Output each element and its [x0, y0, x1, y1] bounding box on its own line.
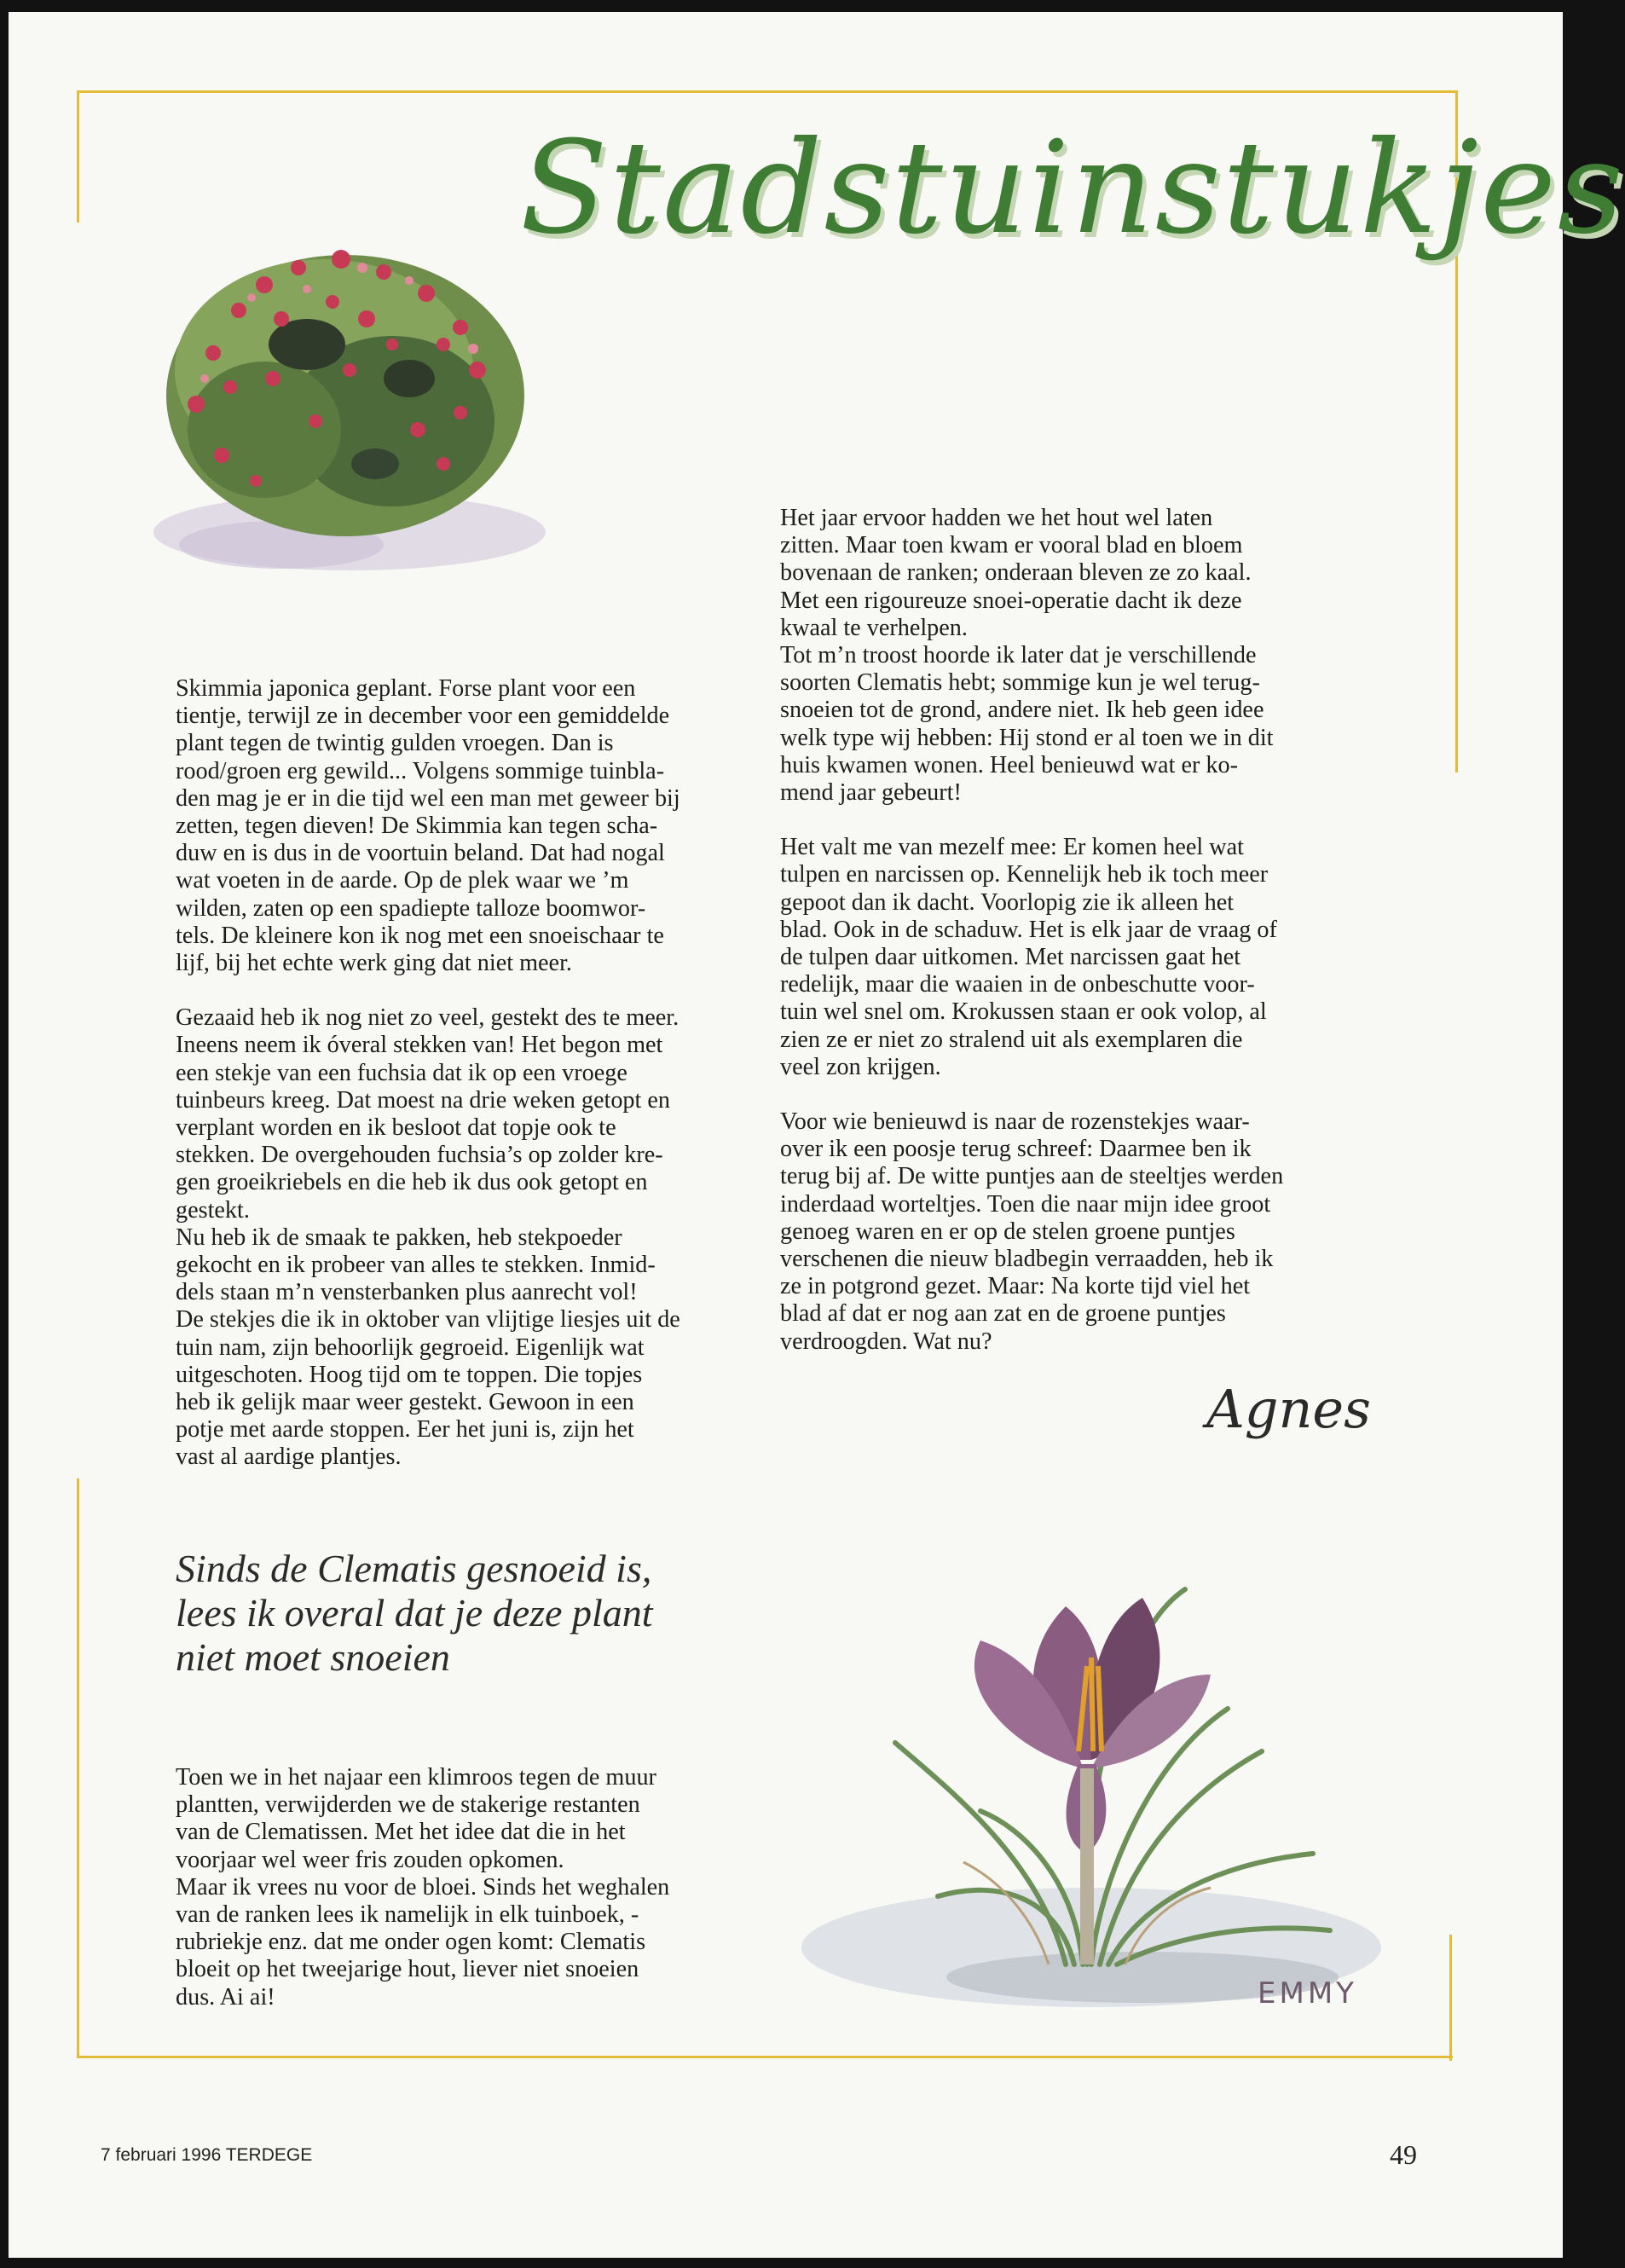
frame-left-line-bottom — [77, 1478, 79, 2058]
frame-right-line-bottom — [1449, 1935, 1452, 2061]
frame-top-line — [77, 90, 1458, 93]
page-number: 49 — [1390, 2139, 1417, 2170]
right-paragraph-3: Voor wie benieuwd is naar de rozenstekjes waar- over ik een poosje terug schreef: Daarmee ben ik terug bij af. De witte puntjes aan de steeltjes werden inderdaad worteltjes. Toen die naar mijn idee groot genoeg waren en er op de stelen groene puntjes verschenen die nieuw bladbegin verraadden, heb ik ze in potgrond gezet. Maar: Na korte tijd viel het blad af dat er nog aan zat en de groene puntjes verdroogden. Wat nu? — [780, 1108, 1284, 1355]
artist-signature: EMMY — [1258, 1976, 1357, 2011]
frame-bottom-line — [77, 2056, 1453, 2058]
crocus-illustration — [784, 1538, 1398, 2016]
article-title: Stadstuinstukjes — [520, 114, 1625, 263]
right-paragraph-2: Het valt me van mezelf mee: Er komen heel wat tulpen en narcissen op. Kennelijk heb ik toch meer gepoot dan ik dacht. Voorlopig zie ik alleen het blad. Ook in de schaduw. Het is elk jaar de vraag of de tulpen daar uitkomen. Met narcissen gaat het redelijk, maar die waaien in de onbeschutte voor- tuin wel snel om. Krokussen staan er ook volop, al zien ze er niet zo stralend uit als exemplaren die veel zon krijgen. — [780, 834, 1277, 1080]
left-paragraph-1: Skimmia japonica geplant. Forse plant voor een tientje, terwijl ze in december voor een gemiddelde plant tegen de twintig gulden vroegen. Dan is rood/groen erg gewild... Volgens sommige tuinbla- den mag je er in die tijd wel een man met geweer bij zetten, tegen dieven! De Skimmia kan tegen scha- duw en is dus in de voortuin beland. Dat had nogal wat voeten in de aarde. Op de plek waar we ’m wilden, zaten op een spadiepte talloze boomwor- tels. De kleinere kon ik nog met een snoeischaar te lijf, bij het echte werk ging dat niet meer. — [176, 675, 680, 977]
magazine-page — [9, 12, 1625, 2258]
bottom-left-paragraph-1: Toen we in het najaar een klimroos tegen de muur plantten, verwijderden we de stakerige restanten van de Clematissen. Met het idee dat die in het voorjaar wel weer fris zouden opkomen. Maar ik vrees nu voor de bloei. Sinds het weghalen van de ranken lees ik namelijk in elk tuinboek, - rubriekje enz. dat me onder ogen komt: Clematis bloeit op het tweejarige hout, liever niet snoeien dus. Ai ai! — [176, 1764, 670, 2011]
left-paragraph-2: Gezaaid heb ik nog niet zo veel, gestekt des te meer. Ineens neem ik óveral stekken van! Het begon met een stekje van een fuchsia dat ik op een vroege tuinbeurs kreeg. Dat moest na drie weken getopt en verplant worden en ik besloot dat topje ook te stekken. De overgehouden fuchsia’s op zolder kre- gen groeikriebels en die heb ik dus ook getopt en gestekt. Nu heb ik de smaak te pakken, heb stekpoeder gekocht en ik probeer van alles te stekken. Inmid- dels staan m’n vensterbanken plus aanrecht vol! De stekjes die ik in oktober van vlijtige liesjes uit de tuin nam, zijn behoorlijk gegroeid. Eigenlijk wat uitgeschoten. Hoog tijd om te toppen. Die topjes heb ik gelijk maar weer gestekt. Gewoon in een potje met aarde stoppen. Eer het juni is, zijn het vast al aardige plantjes. — [176, 1004, 680, 1471]
footer-issue: 7 februari 1996 TERDEGE — [101, 2145, 313, 2165]
left-column — [176, 675, 772, 1472]
skimmia-illustration — [136, 174, 546, 583]
author-signature-text: Agnes — [1206, 1378, 1371, 1440]
pull-quote: Sinds de Clematis gesnoeid is, lees ik overal dat je deze plant niet moet snoeien — [176, 1547, 653, 1679]
frame-left-line-top — [77, 90, 79, 223]
right-column — [780, 505, 1411, 1356]
bottom-left-column — [176, 1764, 772, 2011]
right-paragraph-1: Het jaar ervoor hadden we het hout wel laten zitten. Maar toen kwam er vooral blad en bloem bovenaan de ranken; onderaan bleven ze zo kaal. Met een rigoureuze snoei-operatie dacht ik deze kwaal te verhelpen. Tot m’n troost hoorde ik later dat je verschillende soorten Clematis hebt; sommige kun je wel terug- snoeien tot de grond, andere niet. Ik heb geen idee welk type wij hebben: Hij stond er al toen we in dit huis kwamen wonen. Heel benieuwd wat er ko- mend jaar gebeurt! — [780, 505, 1274, 807]
author-signature — [1198, 1368, 1371, 1461]
